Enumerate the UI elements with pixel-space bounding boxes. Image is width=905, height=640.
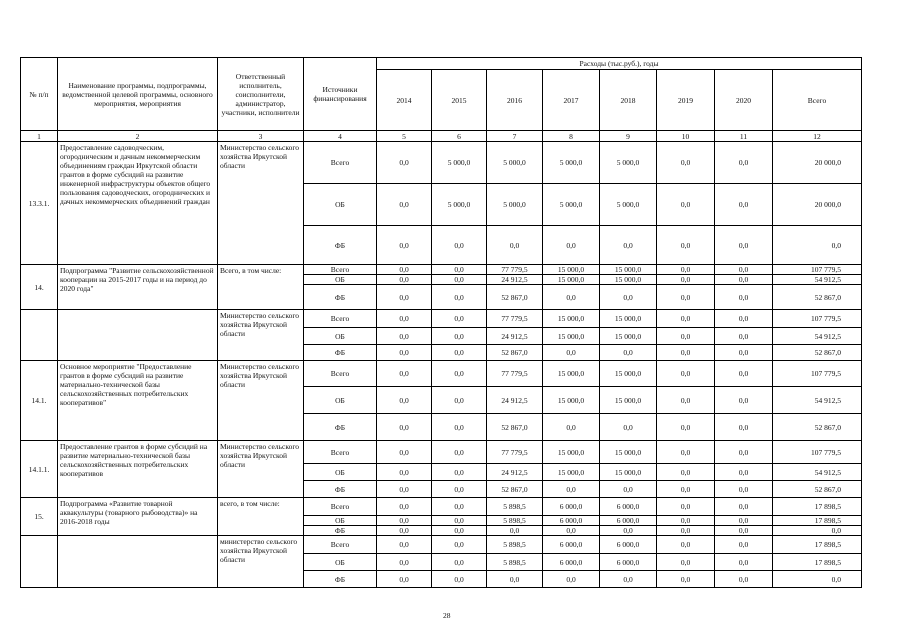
year-value: 0,0 (657, 526, 715, 536)
year-value: 0,0 (715, 554, 773, 571)
year-value: 0,0 (715, 571, 773, 588)
year-value: 0,0 (377, 414, 432, 441)
item-executor: Министерство сельского хозяйства Иркутской области (218, 441, 304, 498)
table-row (21, 498, 862, 516)
year-value: 24 912,5 (487, 464, 543, 481)
year-value: 5 898,5 (487, 498, 543, 516)
year-value: 5 000,0 (543, 142, 600, 184)
year-value: 6 000,0 (543, 516, 600, 526)
year-value: 0,0 (432, 441, 487, 464)
year-value: 0,0 (600, 345, 657, 361)
year-value: 5 898,5 (487, 536, 543, 554)
total-value: 52 867,0 (773, 414, 862, 441)
year-value: 0,0 (715, 226, 773, 265)
year-value: 0,0 (657, 184, 715, 226)
year-value: 0,0 (377, 265, 432, 275)
year-value: 0,0 (377, 516, 432, 526)
column-index: 7 (487, 131, 543, 142)
year-value: 0,0 (543, 526, 600, 536)
year-value: 5 898,5 (487, 554, 543, 571)
total-value: 0,0 (773, 571, 862, 588)
table-row (21, 142, 862, 184)
year-value: 0,0 (432, 498, 487, 516)
year-value: 15 000,0 (600, 275, 657, 285)
year-value: 0,0 (377, 310, 432, 328)
year-value: 0,0 (657, 441, 715, 464)
year-value: 0,0 (715, 536, 773, 554)
column-index: 8 (543, 131, 600, 142)
year-value: 0,0 (715, 526, 773, 536)
total-value: 54 912,5 (773, 328, 862, 345)
column-index: 5 (377, 131, 432, 142)
total-value: 54 912,5 (773, 464, 862, 481)
item-name: Подпрограмма «Развитие товарной аквакультуры (товарного рыбоводства)» на 2016-2018 годы (58, 498, 218, 536)
year-value: 6 000,0 (600, 536, 657, 554)
item-executor: Министерство сельского хозяйства Иркутской области (218, 361, 304, 441)
year-value: 0,0 (377, 536, 432, 554)
item-executor: министерство сельского хозяйства Иркутской области (218, 536, 304, 588)
year-value: 0,0 (377, 554, 432, 571)
year-value: 0,0 (377, 328, 432, 345)
year-value: 52 867,0 (487, 345, 543, 361)
year-value: 0,0 (487, 226, 543, 265)
year-value: 0,0 (432, 387, 487, 414)
year-value: 0,0 (543, 285, 600, 310)
year-value: 0,0 (657, 464, 715, 481)
header-num: № п/п (21, 58, 58, 131)
year-value: 0,0 (377, 226, 432, 265)
funding-source: ОБ (304, 516, 377, 526)
year-value: 0,0 (377, 571, 432, 588)
budget-table (20, 57, 862, 588)
year-value: 0,0 (487, 571, 543, 588)
item-code: 14. (21, 265, 58, 310)
header-expenses: Расходы (тыс.руб.), годы (377, 58, 862, 70)
total-value: 20 000,0 (773, 184, 862, 226)
header-year: 2015 (432, 70, 487, 131)
year-value: 0,0 (543, 226, 600, 265)
year-value: 0,0 (377, 387, 432, 414)
funding-source: ФБ (304, 481, 377, 498)
item-code: 15. (21, 498, 58, 536)
year-value: 0,0 (377, 361, 432, 387)
year-value: 5 000,0 (543, 184, 600, 226)
year-value: 0,0 (543, 571, 600, 588)
year-value: 0,0 (600, 226, 657, 265)
funding-source: ОБ (304, 464, 377, 481)
year-value: 0,0 (377, 345, 432, 361)
table-row (21, 361, 862, 387)
year-value: 0,0 (377, 526, 432, 536)
item-code: 13.3.1. (21, 142, 58, 265)
year-value: 15 000,0 (600, 265, 657, 275)
funding-source: ФБ (304, 526, 377, 536)
total-value: 17 898,5 (773, 554, 862, 571)
funding-source: ОБ (304, 387, 377, 414)
table-row (21, 265, 862, 275)
item-code: 14.1. (21, 361, 58, 441)
funding-source: Всего (304, 536, 377, 554)
header-year: Всего (773, 70, 862, 131)
item-name (58, 310, 218, 361)
year-value: 6 000,0 (600, 554, 657, 571)
year-value: 0,0 (715, 265, 773, 275)
year-value: 52 867,0 (487, 285, 543, 310)
header-year: 2018 (600, 70, 657, 131)
year-value: 0,0 (377, 142, 432, 184)
year-value: 0,0 (487, 526, 543, 536)
year-value: 0,0 (715, 516, 773, 526)
year-value: 0,0 (715, 414, 773, 441)
year-value: 24 912,5 (487, 328, 543, 345)
year-value: 0,0 (432, 285, 487, 310)
year-value: 0,0 (657, 554, 715, 571)
total-value: 54 912,5 (773, 387, 862, 414)
total-value: 52 867,0 (773, 481, 862, 498)
year-value: 5 000,0 (432, 142, 487, 184)
year-value: 0,0 (715, 328, 773, 345)
item-executor: Всего, в том числе: (218, 265, 304, 310)
year-value: 0,0 (432, 554, 487, 571)
total-value: 20 000,0 (773, 142, 862, 184)
column-index: 1 (21, 131, 58, 142)
year-value: 0,0 (432, 275, 487, 285)
year-value: 0,0 (432, 414, 487, 441)
year-value: 15 000,0 (543, 464, 600, 481)
column-index: 11 (715, 131, 773, 142)
total-value: 107 779,5 (773, 361, 862, 387)
year-value: 0,0 (377, 498, 432, 516)
year-value: 0,0 (600, 285, 657, 310)
total-value: 52 867,0 (773, 285, 862, 310)
funding-source: Всего (304, 265, 377, 275)
year-value: 0,0 (715, 184, 773, 226)
funding-source: ОБ (304, 275, 377, 285)
header-year: 2016 (487, 70, 543, 131)
year-value: 77 779,5 (487, 310, 543, 328)
year-value: 6 000,0 (543, 498, 600, 516)
column-index: 10 (657, 131, 715, 142)
header-executor: Ответственный исполнитель, соисполнители, администратор, участники, исполнители (218, 58, 304, 131)
year-value: 0,0 (657, 414, 715, 441)
funding-source: ФБ (304, 345, 377, 361)
year-value: 0,0 (657, 498, 715, 516)
year-value: 0,0 (657, 142, 715, 184)
year-value: 24 912,5 (487, 275, 543, 285)
year-value: 0,0 (432, 328, 487, 345)
year-value: 0,0 (377, 275, 432, 285)
year-value: 15 000,0 (543, 310, 600, 328)
total-value: 52 867,0 (773, 345, 862, 361)
funding-source: ФБ (304, 414, 377, 441)
year-value: 0,0 (715, 142, 773, 184)
item-code (21, 536, 58, 588)
year-value: 0,0 (600, 481, 657, 498)
year-value: 0,0 (715, 464, 773, 481)
year-value: 5 000,0 (487, 184, 543, 226)
year-value: 0,0 (715, 310, 773, 328)
year-value: 0,0 (377, 184, 432, 226)
year-value: 0,0 (377, 464, 432, 481)
year-value: 5 000,0 (600, 184, 657, 226)
total-value: 17 898,5 (773, 498, 862, 516)
year-value: 0,0 (432, 464, 487, 481)
page-number: 28 (443, 611, 451, 620)
item-name: Подпрограмма "Развитие сельскохозяйственной кооперации на 2015-2017 годы и на период до 2020 года" (58, 265, 218, 310)
funding-source: Всего (304, 361, 377, 387)
year-value: 15 000,0 (543, 361, 600, 387)
year-value: 0,0 (377, 481, 432, 498)
year-value: 6 000,0 (600, 516, 657, 526)
year-value: 5 000,0 (487, 142, 543, 184)
item-code: 14.1.1. (21, 441, 58, 498)
total-value: 17 898,5 (773, 536, 862, 554)
year-value: 0,0 (657, 310, 715, 328)
funding-source: Всего (304, 498, 377, 516)
year-value: 52 867,0 (487, 481, 543, 498)
year-value: 6 000,0 (600, 498, 657, 516)
column-index: 3 (218, 131, 304, 142)
item-name: Предоставление грантов в форме субсидий на развитие материально-технической базы сельскохозяйственных потребительских кооперативов (58, 441, 218, 498)
year-value: 0,0 (432, 226, 487, 265)
year-value: 0,0 (715, 481, 773, 498)
year-value: 15 000,0 (600, 310, 657, 328)
year-value: 15 000,0 (543, 265, 600, 275)
total-value: 107 779,5 (773, 265, 862, 275)
year-value: 0,0 (432, 536, 487, 554)
year-value: 77 779,5 (487, 441, 543, 464)
total-value: 0,0 (773, 526, 862, 536)
year-value: 0,0 (657, 265, 715, 275)
year-value: 0,0 (432, 526, 487, 536)
year-value: 0,0 (543, 414, 600, 441)
year-value: 15 000,0 (543, 275, 600, 285)
year-value: 6 000,0 (543, 536, 600, 554)
header-source: Источники финансирования (304, 58, 377, 131)
year-value: 15 000,0 (543, 441, 600, 464)
year-value: 77 779,5 (487, 361, 543, 387)
year-value: 0,0 (715, 387, 773, 414)
total-value: 0,0 (773, 226, 862, 265)
year-value: 0,0 (657, 285, 715, 310)
year-value: 15 000,0 (543, 328, 600, 345)
header-year: 2020 (715, 70, 773, 131)
year-value: 0,0 (715, 361, 773, 387)
year-value: 0,0 (377, 285, 432, 310)
total-value: 54 912,5 (773, 275, 862, 285)
column-index: 12 (773, 131, 862, 142)
table-row (21, 536, 862, 554)
year-value: 15 000,0 (600, 441, 657, 464)
year-value: 0,0 (657, 345, 715, 361)
funding-source: Всего (304, 441, 377, 464)
year-value: 0,0 (600, 414, 657, 441)
year-value: 0,0 (377, 441, 432, 464)
year-value: 0,0 (432, 481, 487, 498)
year-value: 77 779,5 (487, 265, 543, 275)
item-executor: всего, в том числе: (218, 498, 304, 536)
table-row (21, 441, 862, 464)
funding-source: ОБ (304, 328, 377, 345)
year-value: 0,0 (432, 345, 487, 361)
year-value: 6 000,0 (543, 554, 600, 571)
year-value: 0,0 (600, 526, 657, 536)
total-value: 17 898,5 (773, 516, 862, 526)
year-value: 5 000,0 (600, 142, 657, 184)
total-value: 107 779,5 (773, 441, 862, 464)
column-index: 9 (600, 131, 657, 142)
header-year: 2014 (377, 70, 432, 131)
column-index: 4 (304, 131, 377, 142)
funding-source: Всего (304, 310, 377, 328)
funding-source: ФБ (304, 226, 377, 265)
year-value: 24 912,5 (487, 387, 543, 414)
year-value: 5 000,0 (432, 184, 487, 226)
table-row (21, 310, 862, 328)
year-value: 0,0 (715, 345, 773, 361)
header-name: Наименование программы, подпрограммы, ведомственной целевой программы, основного мероприятия, мероприятия (58, 58, 218, 131)
year-value: 15 000,0 (600, 387, 657, 414)
funding-source: ФБ (304, 571, 377, 588)
year-value: 15 000,0 (600, 464, 657, 481)
year-value: 0,0 (657, 481, 715, 498)
header-year: 2017 (543, 70, 600, 131)
funding-source: ОБ (304, 184, 377, 226)
year-value: 0,0 (543, 345, 600, 361)
year-value: 52 867,0 (487, 414, 543, 441)
year-value: 0,0 (657, 516, 715, 526)
year-value: 15 000,0 (600, 328, 657, 345)
year-value: 0,0 (432, 571, 487, 588)
year-value: 0,0 (432, 310, 487, 328)
item-name: Предоставление садоводческим, огородническим и дачным некоммерческим объединениям граждан Иркутской области грантов в форме субсидий на развитие инженерной инфраструктуры объектов общего пользования садоводческих, огороднических и дачных некоммерческих объединений граждан (58, 142, 218, 265)
column-index: 6 (432, 131, 487, 142)
year-value: 0,0 (600, 571, 657, 588)
year-value: 0,0 (657, 536, 715, 554)
year-value: 0,0 (715, 275, 773, 285)
year-value: 15 000,0 (543, 387, 600, 414)
funding-source: ОБ (304, 554, 377, 571)
year-value: 15 000,0 (600, 361, 657, 387)
funding-source: ФБ (304, 285, 377, 310)
year-value: 0,0 (657, 275, 715, 285)
year-value: 0,0 (657, 328, 715, 345)
item-executor: Министерство сельского хозяйства Иркутской области (218, 310, 304, 361)
year-value: 5 898,5 (487, 516, 543, 526)
year-value: 0,0 (432, 265, 487, 275)
year-value: 0,0 (543, 481, 600, 498)
header-year: 2019 (657, 70, 715, 131)
item-code (21, 310, 58, 361)
item-executor: Министерство сельского хозяйства Иркутской области (218, 142, 304, 265)
year-value: 0,0 (432, 516, 487, 526)
item-name: Основное мероприятие "Предоставление грантов в форме субсидий на развитие материально-технической базы сельскохозяйственных потребительских кооперативов" (58, 361, 218, 441)
column-index: 2 (58, 131, 218, 142)
year-value: 0,0 (657, 571, 715, 588)
year-value: 0,0 (657, 361, 715, 387)
item-name (58, 536, 218, 588)
total-value: 107 779,5 (773, 310, 862, 328)
funding-source: Всего (304, 142, 377, 184)
year-value: 0,0 (715, 498, 773, 516)
year-value: 0,0 (657, 226, 715, 265)
year-value: 0,0 (432, 361, 487, 387)
year-value: 0,0 (657, 387, 715, 414)
year-value: 0,0 (715, 285, 773, 310)
year-value: 0,0 (715, 441, 773, 464)
